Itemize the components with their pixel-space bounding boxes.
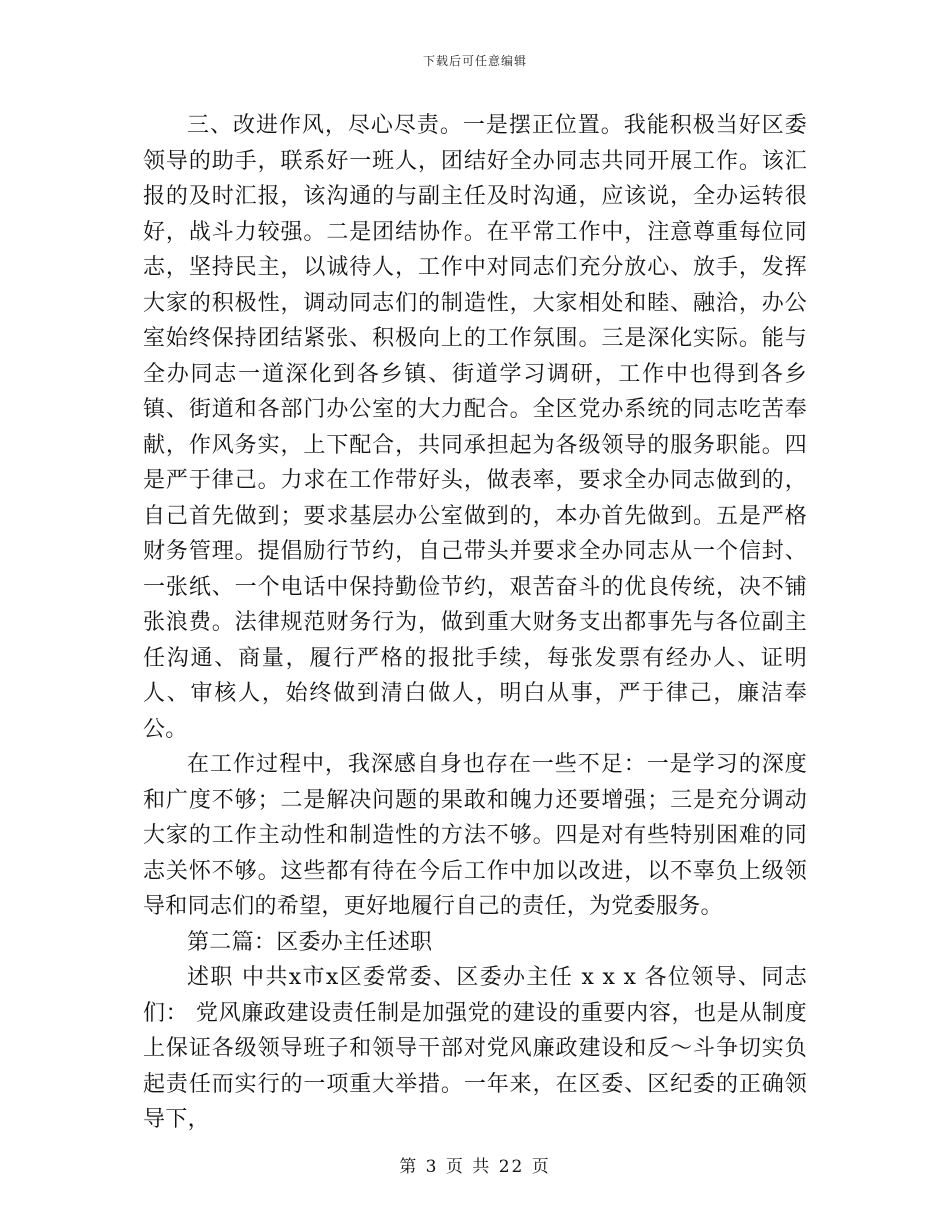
paragraph-improve-style: 三、改进作风，尽心尽责。一是摆正位置。我能积极当好区委领导的助手，联系好一班人，团结好全办同志共同开展工作。该汇报的及时汇报，该沟通的与副主任及时沟通，应该说，全办运转很好，战斗力较强。二是团结协作。在平常工作中，注意尊重每位同志，坚持民主，以诚待人，工作中对同志们充分放心、放手，发挥大家的积极性，调动同志们的制造性，大家相处和睦、融洽，办公室始终保持团结紧张、积极向上的工作氛围。三是深化实际。能与全办同志一道深化到各乡镇、街道学习调研，工作中也得到各乡镇、街道和各部门办公室的大力配合。全区党办系统的同志吃苦奉献，作风务实，上下配合，共同承担起为各级领导的服务职能。四是严于律己。力求在工作带好头，做表率，要求全办同志做到的，自己首先做到；要求基层办公室做到的，本办首先做到。五是严格财务管理。提倡励行节约，自己带头并要求全办同志从一个信封、一张纸、一个电话中保持勤俭节约，艰苦奋斗的优良传统，决不铺张浪费。法律规范财务行为，做到重大财务支出都事先与各位副主任沟通、商量，履行严格的报批手续，每张发票有经办人、证明人、审核人，始终做到清白做人，明白从事，严于律己，廉洁奉公。 [143, 113, 807, 742]
paragraph-report-intro: 述职 中共x市x区委常委、区委办主任 x x x 各位领导、同志们： 党风廉政建设责任制是加强党的建设的重要内容，也是从制度上保证各级领导班子和领导干部对党风廉政建设和反～斗争切实负起责任而实行的一项重大举措。一年来，在区委、区纪委的正确领导下， [143, 965, 807, 1132]
section-heading: 第二篇：区委办主任述职 [187, 929, 433, 955]
page-number-footer: 第 3 页 共 22 页 [399, 1157, 551, 1177]
paragraph-shortcomings: 在工作过程中，我深感自身也存在一些不足：一是学习的深度和广度不够；二是解决问题的果敢和魄力还要增强；三是充分调动大家的工作主动性和制造性的方法不够。四是对有些特别困难的同志关怀不够。这些都有待在今后工作中加以改进，以不辜负上级领导和同志们的希望，更好地履行自己的责任，为党委服务。 [143, 752, 807, 919]
page-header-note: 下载后可任意编辑 [422, 54, 527, 68]
document-body [143, 108, 807, 1138]
